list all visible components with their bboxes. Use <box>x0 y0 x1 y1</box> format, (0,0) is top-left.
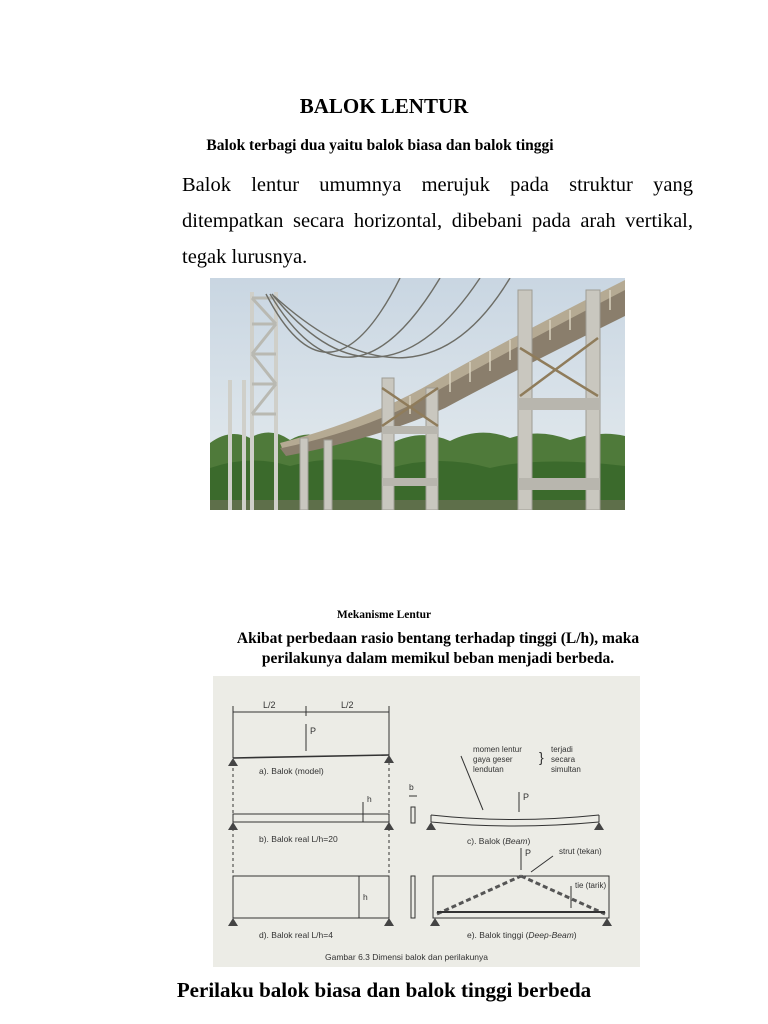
beam-diagram <box>213 676 640 967</box>
h-label-d: h <box>363 892 368 902</box>
label-a: a). Balok (model) <box>259 766 324 776</box>
figure-caption: Gambar 6.3 Dimensi balok dan perilakunya <box>325 952 489 962</box>
load-c-label: P <box>523 792 530 802</box>
moment-label: momen lentur <box>473 745 522 754</box>
b-label: b <box>409 782 414 792</box>
label-d: d). Balok real L/h=4 <box>259 930 333 940</box>
label-e: e). Balok tinggi (Deep-Beam) <box>467 930 577 940</box>
span-label-1: L/2 <box>263 700 276 710</box>
simultaneous-label-1: terjadi <box>551 745 573 754</box>
label-c: c). Balok (Beam) <box>467 836 531 846</box>
load-a-label: P <box>310 726 317 736</box>
shear-label: gaya geser <box>473 755 513 764</box>
page-title: BALOK LENTUR <box>299 94 469 118</box>
tie-label: tie (tarik) <box>575 881 607 890</box>
simultaneous-label-3: simultan <box>551 765 581 774</box>
bridge-photo <box>210 278 625 510</box>
strut-label: strut (tekan) <box>559 847 602 856</box>
simultaneous-label-2: secara <box>551 755 576 764</box>
load-e-label: P <box>525 848 532 858</box>
bottom-caption: Perilaku balok biasa dan balok tinggi berbeda <box>176 978 592 1002</box>
section-label: Mekanisme Lentur <box>336 609 432 621</box>
h-label-b: h <box>367 794 372 804</box>
subtitle: Balok terbagi dua yaitu balok biasa dan balok tinggi <box>206 137 554 154</box>
body-paragraph: Balok lentur umumnya merujuk pada struktur yang ditempatkan secara horizontal, dibebani pada arah vertikal, tegak lurusnya. <box>182 174 693 268</box>
label-b: b). Balok real L/h=20 <box>259 834 338 844</box>
span-label-2: L/2 <box>341 700 354 710</box>
section-text: Akibat perbedaan rasio bentang terhadap tinggi (L/h), maka perilakunya dalam memikul beban menjadi berbeda. <box>236 630 640 667</box>
deflection-label: lendutan <box>473 765 504 774</box>
brace-icon: } <box>539 749 544 765</box>
